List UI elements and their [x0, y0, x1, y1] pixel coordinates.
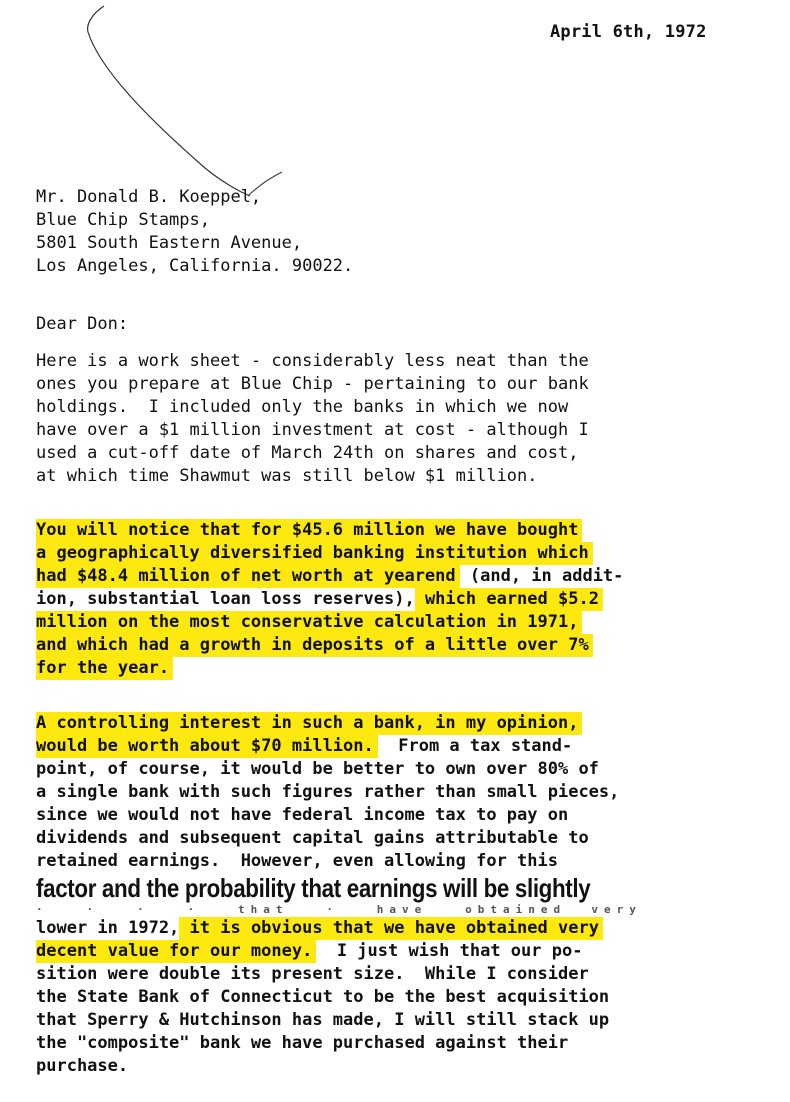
highlighted-text: which earned $5.2: [415, 588, 603, 611]
p3-ghost-line: · · · · that · have obtained very: [36, 903, 642, 916]
highlighted-text: it is obvious that we have obtained very: [179, 917, 603, 940]
address-city: Los Angeles, California. 90022.: [36, 256, 354, 276]
highlighted-text: a geographically diversified banking institution which: [36, 542, 593, 565]
p2-text: ion, substantial loan loss reserves),: [36, 589, 415, 609]
highlighted-text: for the year.: [36, 657, 173, 680]
p3-overstrike-line: factor and the probability that earnings will be slightly: [36, 873, 591, 903]
salutation: [36, 313, 776, 336]
p3-line: sition were double its present size. While I consider: [36, 964, 589, 984]
p1-line: ones you prepare at Blue Chip - pertaining to our bank: [36, 374, 589, 394]
highlighted-text: would be worth about $70 million.: [36, 735, 378, 758]
p3-line: dividends and subsequent capital gains attributable to: [36, 828, 589, 848]
highlighted-text: and which had a growth in deposits of a little over 7%: [36, 634, 593, 657]
address-name: Mr. Donald B. Koeppel,: [36, 187, 262, 207]
salutation-text: Dear Don:: [36, 314, 129, 334]
p1-line: Here is a work sheet - considerably less neat than the: [36, 351, 589, 371]
p3-text: From a tax stand-: [377, 736, 573, 756]
p1-line: have over a $1 million investment at cost - although I: [36, 420, 589, 440]
p3-text: lower in 1972,: [36, 918, 180, 938]
highlighted-text: A controlling interest in such a bank, in my opinion,: [36, 712, 582, 735]
highlighted-text: You will notice that for $45.6 million we have bought: [36, 519, 582, 542]
paragraph-2: [36, 519, 776, 680]
address-company: Blue Chip Stamps,: [36, 210, 210, 230]
p3-line: since we would not have federal income tax to pay on: [36, 805, 569, 825]
address-street: 5801 South Eastern Avenue,: [36, 233, 303, 253]
p1-line: at which time Shawmut was still below $1 million.: [36, 466, 538, 486]
recipient-address: [36, 186, 776, 278]
letter-date: April 6th, 1972: [550, 22, 707, 42]
p1-line: used a cut-off date of March 24th on shares and cost,: [36, 443, 579, 463]
p3-line: retained earnings. However, even allowing for this: [36, 851, 558, 871]
p3-line: a single bank with such figures rather than small pieces,: [36, 782, 620, 802]
p3-line: the "composite" bank we have purchased against their: [36, 1033, 569, 1053]
paragraph-1: [36, 350, 776, 488]
highlighted-text: had $48.4 million of net worth at yearend: [36, 565, 460, 588]
p3-text: I just wish that our po-: [316, 941, 583, 961]
p1-line: holdings. I included only the banks in which we now: [36, 397, 569, 417]
highlighted-text: decent value for our money.: [36, 940, 316, 963]
p3-line: that Sperry & Hutchinson has made, I will still stack up: [36, 1010, 610, 1030]
p2-text: (and, in addit-: [459, 566, 624, 586]
paragraph-3: [36, 712, 776, 1078]
highlighted-text: million on the most conservative calculation in 1971,: [36, 611, 582, 634]
p3-line: the State Bank of Connecticut to be the best acquisition: [36, 987, 610, 1007]
p3-line: purchase.: [36, 1056, 129, 1076]
p3-line: point, of course, it would be better to own over 80% of: [36, 759, 599, 779]
